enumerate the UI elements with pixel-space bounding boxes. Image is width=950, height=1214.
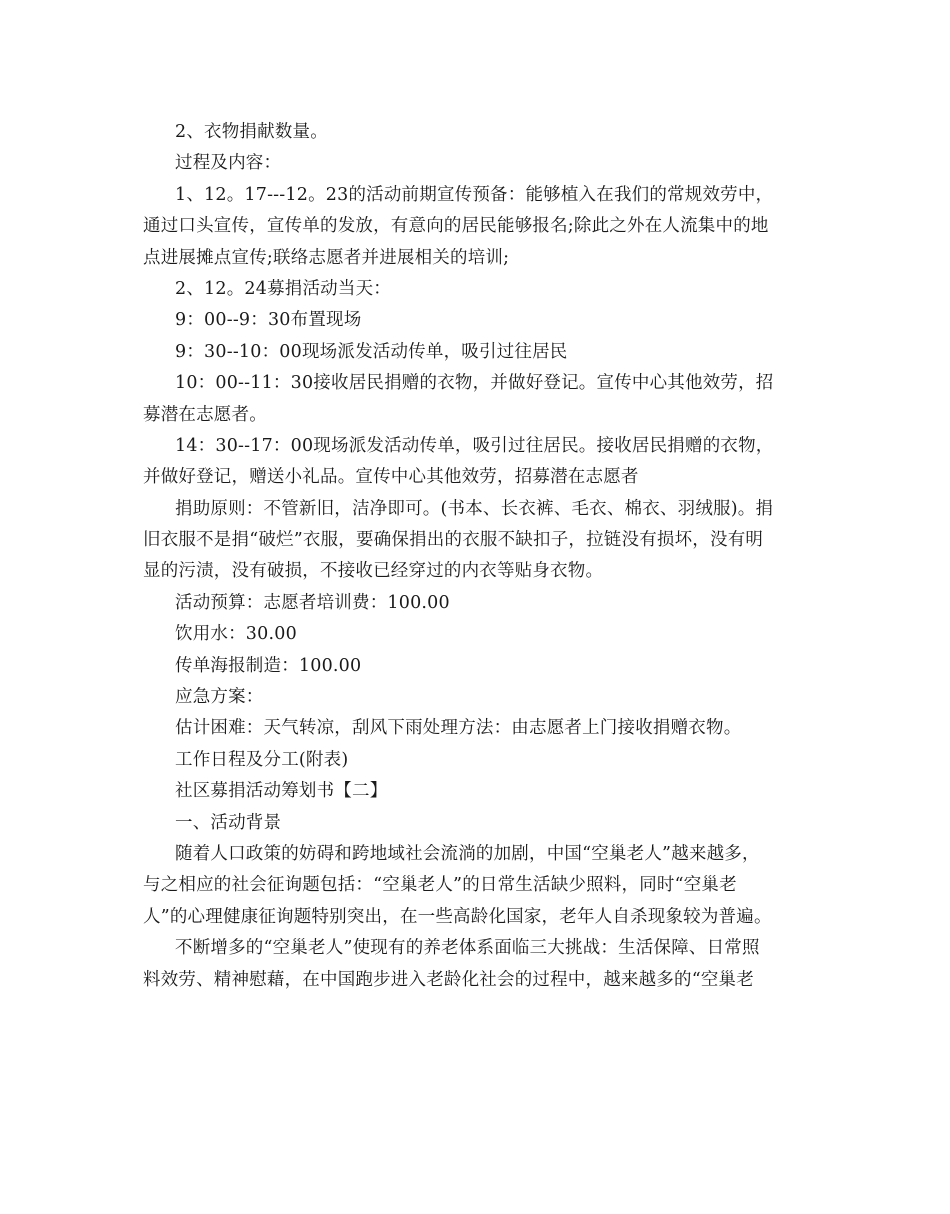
text-line: 活动预算：志愿者培训费：100.00	[175, 592, 450, 613]
paragraph	[143, 494, 813, 588]
text-line: 与之相应的社会征询题包括：“空巢老人”的日常生活缺少照料，同时“空巢老	[143, 875, 737, 896]
text-line: 料效劳、精神慰藉，在中国跑步进入老龄化社会的过程中，越来越多的“空巢老	[143, 969, 754, 990]
text-line: 募潜在志愿者。	[143, 404, 267, 425]
paragraph	[143, 305, 813, 336]
paragraph	[143, 713, 813, 744]
text-line: 显的污渍，没有破损，不接收已经穿过的内衣等贴身衣物。	[143, 561, 604, 582]
text-line: 社区募捐活动筹划书【二】	[175, 781, 388, 802]
text-line: 人”的心理健康征询题特别突出，在一些高龄化国家，老年人自杀现象较为普遍。	[143, 906, 772, 927]
text-line: 估计困难：天气转凉，刮风下雨处理方法：由志愿者上门接收捐赠衣物。	[175, 718, 742, 739]
document-body	[143, 117, 813, 996]
paragraph	[143, 431, 813, 494]
paragraph	[143, 274, 813, 305]
paragraph	[143, 651, 813, 682]
paragraph	[143, 117, 813, 148]
paragraph	[143, 619, 813, 650]
text-line: 点进展摊点宣传;联络志愿者并进展相关的培训;	[143, 247, 510, 268]
text-line: 14：30--17：00现场派发活动传单，吸引过往居民。接收居民捐赠的衣物，	[175, 435, 774, 456]
paragraph	[143, 776, 813, 807]
paragraph	[143, 337, 813, 368]
text-line: 旧衣服不是捐“破烂”衣服，要确保捐出的衣服不缺扣子，拉链没有损坏，没有明	[143, 530, 764, 551]
text-line: 一、活动背景	[175, 812, 282, 833]
text-line: 9：30--10：00现场派发活动传单，吸引过往居民	[175, 341, 568, 362]
paragraph	[143, 745, 813, 776]
paragraph	[143, 588, 813, 619]
text-line: 9：00--9：30布置现场	[175, 310, 362, 331]
paragraph	[143, 682, 813, 713]
text-line: 捐助原则：不管新旧，洁净即可。(书本、长衣裤、毛衣、棉衣、羽绒服)。捐	[175, 498, 774, 519]
text-line: 1、12。17---12。23的活动前期宣传预备：能够植入在我们的常规效劳中，	[175, 184, 774, 205]
text-line: 并做好登记，赠送小礼品。宣传中心其他效劳，招募潜在志愿者	[143, 467, 639, 488]
text-line: 通过口头宣传，宣传单的发放，有意向的居民能够报名;除此之外在人流集中的地	[143, 216, 769, 237]
paragraph	[143, 148, 813, 179]
paragraph	[143, 180, 813, 274]
text-line: 2、12。24募捐活动当天：	[175, 278, 391, 299]
text-line: 10：00--11：30接收居民捐赠的衣物，并做好登记。宣传中心其他效劳，招	[175, 373, 774, 394]
paragraph	[143, 808, 813, 839]
text-line: 应急方案：	[175, 687, 264, 708]
paragraph	[143, 368, 813, 431]
text-line: 工作日程及分工(附表)	[175, 749, 349, 770]
text-line: 不断增多的“空巢老人”使现有的养老体系面临三大挑战：生活保障、日常照	[175, 938, 760, 959]
paragraph	[143, 839, 813, 933]
text-line: 2、衣物捐献数量。	[175, 122, 328, 142]
text-line: 传单海报制造：100.00	[175, 655, 362, 676]
text-line: 过程及内容：	[175, 153, 282, 174]
paragraph	[143, 933, 813, 996]
text-line: 随着人口政策的妨碍和跨地域社会流淌的加剧，中国“空巢老人”越来越多，	[175, 843, 760, 864]
text-line: 饮用水：30.00	[175, 624, 297, 645]
